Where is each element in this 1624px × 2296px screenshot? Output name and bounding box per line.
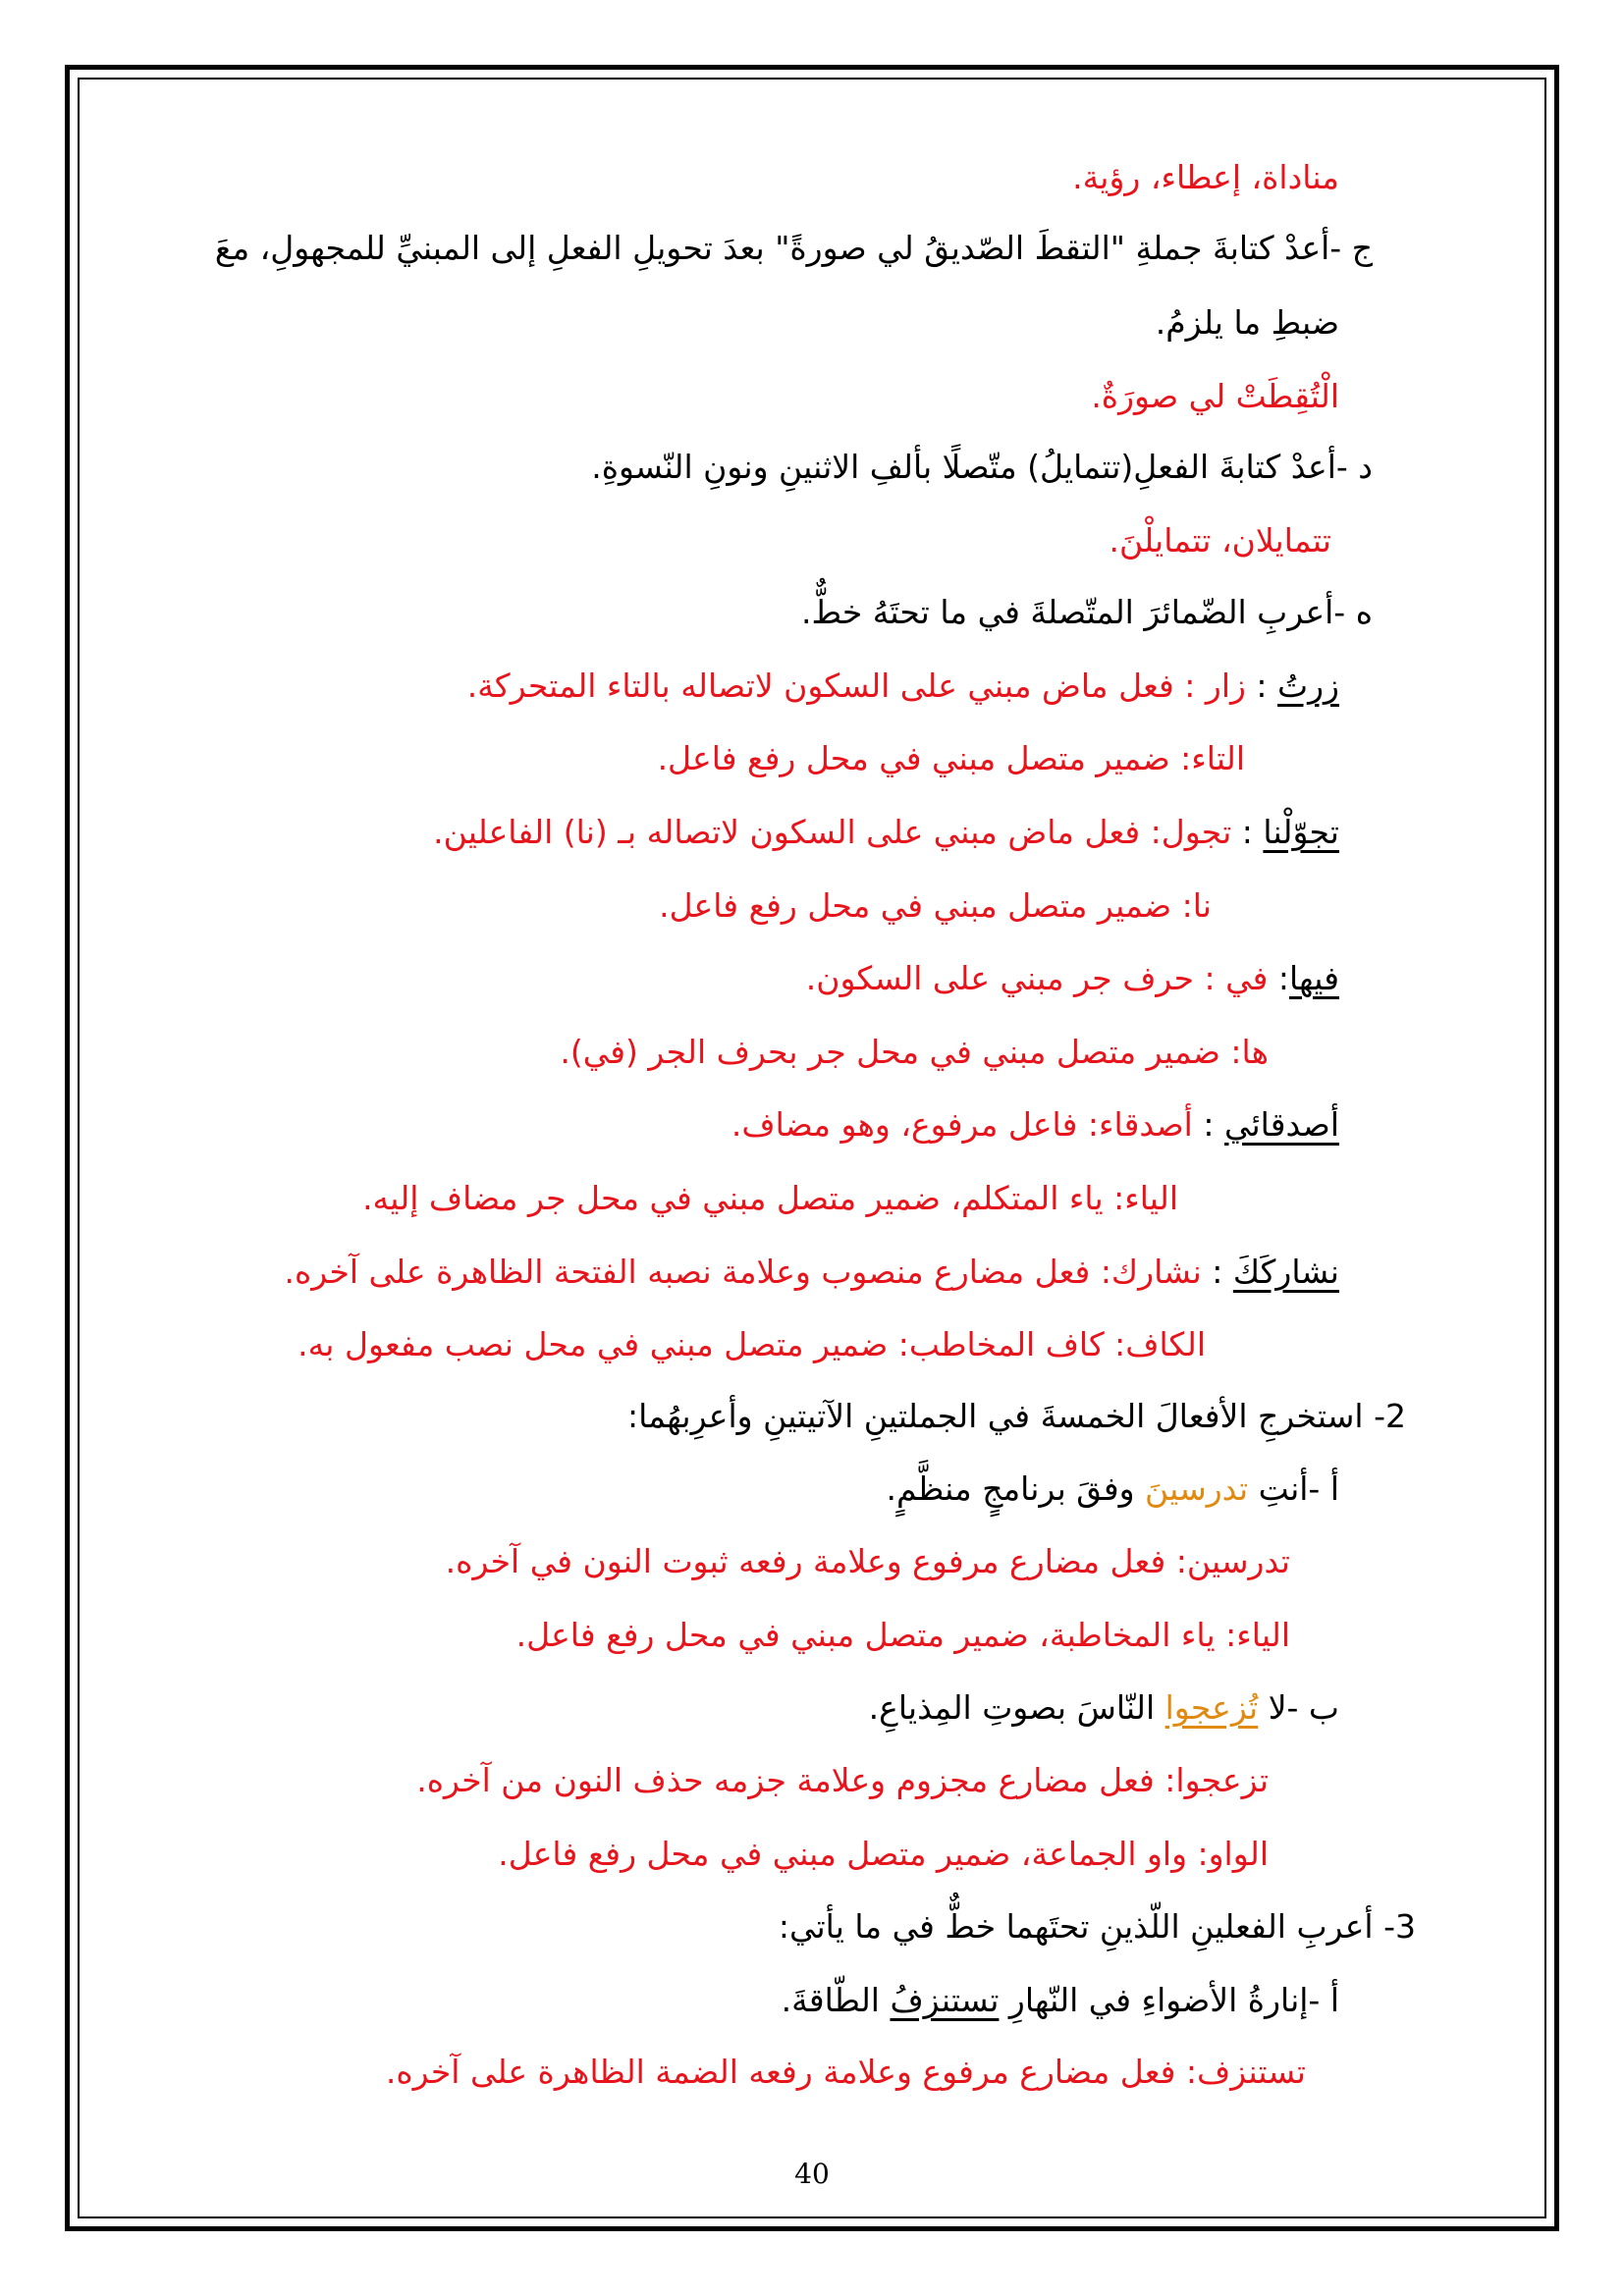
separator-text: :: [1268, 959, 1289, 997]
separator-text: :: [1192, 1105, 1224, 1144]
underlined-word: فيها: [1289, 959, 1339, 997]
answer-text: في : حرف جر مبني على السكون.: [805, 959, 1269, 997]
separator-text: :: [1231, 813, 1264, 851]
answer-text: الياء: ياء المتكلم، ضمير متصل مبني في محل جر مضاف إليه.: [362, 1179, 1178, 1217]
answer-text: تجول: فعل ماض مبني على السكون لاتصاله بـ (نا) الفاعلين.: [433, 813, 1232, 851]
answer-line: [446, 1539, 1290, 1584]
answer-line: [1091, 374, 1339, 419]
parse-line: [467, 664, 1339, 709]
highlighted-verb: تدرسينَ: [1145, 1469, 1249, 1508]
answer-line: [386, 2050, 1306, 2095]
underlined-word: زرتُ: [1277, 667, 1339, 705]
question-line: [627, 1394, 1406, 1439]
answer-text: تتمايلان، تتمايلْنَ.: [1109, 521, 1331, 560]
question-text: 2- استخرجِ الأفعالَ الخمسةَ في الجملتينِ الآتيتينِ وأعرِبهُما:: [626, 1397, 1406, 1435]
answer-text: ها: ضمير متصل مبني في محل جر بحرف الجر (في).: [560, 1033, 1269, 1071]
question-line: [215, 226, 1373, 271]
answer-text: مناداة، إعطاء، رؤية.: [1072, 158, 1339, 196]
parse-line: [284, 1250, 1339, 1295]
parse-line: [731, 1102, 1339, 1148]
highlighted-verb: تُزعجوا: [1164, 1688, 1259, 1727]
underlined-word: تستنزفُ: [890, 1981, 1000, 2019]
question-line: [591, 445, 1373, 490]
answer-text: الْتُقِطَتْ لي صورَةٌ.: [1091, 377, 1339, 415]
answer-text: تستنزف: فعل مضارع مرفوع وعلامة رفعه الضمة الظاهرة على آخره.: [385, 2053, 1306, 2091]
answer-line: [1109, 518, 1331, 563]
answer-text: الياء: ياء المخاطبة، ضمير متصل مبني في محل رفع فاعل.: [515, 1616, 1290, 1654]
question-line: [869, 1685, 1339, 1731]
answer-line: [659, 883, 1212, 929]
question-text: وفقَ برنامجٍ منظَّمٍ.: [886, 1469, 1146, 1508]
answer-text: الواو: واو الجماعة، ضمير متصل مبني في محل رفع فاعل.: [498, 1835, 1269, 1873]
question-line: [801, 590, 1373, 635]
answer-line: [362, 1176, 1178, 1221]
question-text: د -أعدْ كتابةَ الفعلِ(تتمايلُ) متّصلًا بألفِ الاثنينِ ونونِ النّسوةِ.: [591, 448, 1373, 486]
question-line: [782, 1978, 1339, 2023]
answer-line: [298, 1322, 1206, 1367]
question-line: [1156, 300, 1339, 346]
underlined-word: تجوّلْنا: [1263, 813, 1339, 851]
underlined-word: نشاركَكَ: [1232, 1253, 1339, 1291]
answer-text: التاء: ضمير متصل مبني في محل رفع فاعل.: [657, 739, 1245, 777]
question-text: الطّاقةَ.: [781, 1981, 891, 2019]
question-line: [887, 1467, 1339, 1512]
question-text: 3- أعربِ الفعلينِ اللّذينِ تحتَهما خطٌّ في ما يأتي:: [778, 1907, 1416, 1946]
separator-text: :: [1201, 1253, 1233, 1291]
parse-line: [433, 810, 1339, 855]
question-text: ه -أعربِ الضّمائرَ المتّصلةَ في ما تحتَهُ خطٌّ.: [801, 593, 1373, 631]
answer-line: [498, 1832, 1269, 1877]
answer-line: [416, 1758, 1269, 1803]
answer-text: أصدقاء: فاعل مرفوع، وهو مضاف.: [731, 1105, 1193, 1144]
question-text: أ -إنارةُ الأضواءِ في النّهارِ: [999, 1981, 1339, 2019]
underlined-word: أصدقائي: [1223, 1105, 1339, 1144]
answer-text: تدرسين: فعل مضارع مرفوع وعلامة رفعه ثبوت النون في آخره.: [445, 1542, 1290, 1580]
answer-text: تزعجوا: فعل مضارع مجزوم وعلامة جزمه حذف النون من آخره.: [416, 1761, 1269, 1799]
question-text: ب -لا: [1258, 1688, 1339, 1727]
question-line: [779, 1904, 1416, 1949]
answer-line: [516, 1613, 1290, 1658]
answer-text: نشارك: فعل مضارع منصوب وعلامة نصبه الفتحة الظاهرة على آخره.: [284, 1253, 1202, 1291]
answer-text: زار : فعل ماض مبني على السكون لاتصاله بالتاء المتحركة.: [466, 667, 1246, 705]
question-text: أ -أنتِ: [1248, 1469, 1339, 1508]
question-text: ج -أعدْ كتابةَ جملةِ "التقطَ الصّديقُ لي صورةً" بعدَ تحويلِ الفعلِ إلى المبنيِّ للمجهولِ، معَ: [214, 229, 1373, 267]
parse-line: [806, 956, 1339, 1001]
question-text: ضبطِ ما يلزمُ.: [1155, 303, 1339, 342]
answer-line: [658, 736, 1245, 781]
answer-line: [1072, 155, 1339, 200]
answer-text: الكاف: كاف المخاطب: ضمير متصل مبني في محل نصب مفعول به.: [298, 1325, 1206, 1363]
page-number: 40: [794, 2158, 830, 2190]
question-text: النّاسَ بصوتِ المِذياعِ.: [868, 1688, 1165, 1727]
separator-text: :: [1245, 667, 1278, 705]
answer-text: نا: ضمير متصل مبني في محل رفع فاعل.: [659, 886, 1212, 925]
answer-line: [560, 1030, 1269, 1075]
